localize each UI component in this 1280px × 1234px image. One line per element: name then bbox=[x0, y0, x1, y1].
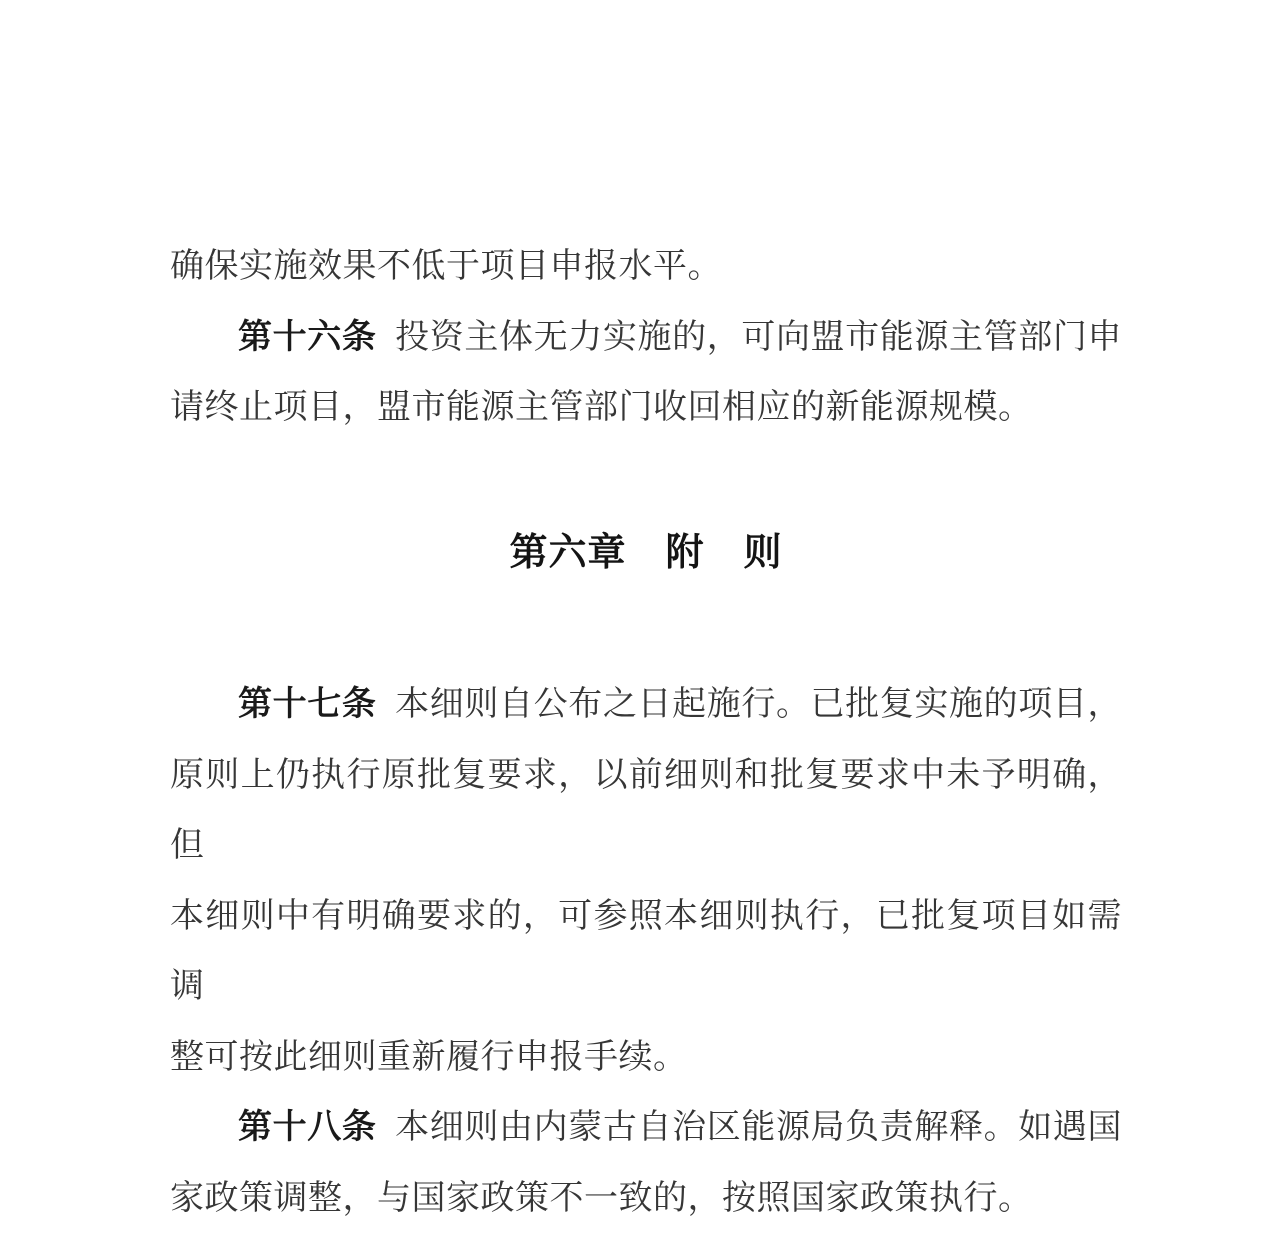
article-16-line-1-text: 投资主体无力实施的，可向盟市能源主管部门申 bbox=[395, 319, 1122, 356]
chapter-6-heading: 第六章 附 则 bbox=[170, 518, 1122, 589]
article-18-number: 第十八条 bbox=[238, 1109, 376, 1146]
article-16-line-1 bbox=[170, 303, 1122, 374]
article-17-line-4: 整可按此细则重新履行申报手续。 bbox=[170, 1023, 1122, 1094]
article-17-number: 第十七条 bbox=[238, 686, 376, 723]
article-16-line-2: 请终止项目，盟市能源主管部门收回相应的新能源规模。 bbox=[170, 373, 1122, 444]
article-17-line-1 bbox=[170, 670, 1122, 741]
article-17-line-1-text: 本细则自公布之日起施行。已批复实施的项目， bbox=[395, 686, 1122, 723]
article-18-line-1 bbox=[170, 1093, 1122, 1164]
article-18-line-2: 家政策调整，与国家政策不一致的，按照国家政策执行。 bbox=[170, 1164, 1122, 1234]
article-16-number: 第十六条 bbox=[238, 319, 376, 356]
article-17-line-3: 本细则中有明确要求的，可参照本细则执行，已批复项目如需调 bbox=[170, 882, 1122, 1023]
article-18-line-1-text: 本细则由内蒙古自治区能源局负责解释。如遇国 bbox=[395, 1109, 1122, 1146]
article-17-line-2: 原则上仍执行原批复要求，以前细则和批复要求中未予明确，但 bbox=[170, 741, 1122, 882]
carryover-paragraph-line: 确保实施效果不低于项目申报水平。 bbox=[170, 232, 1122, 303]
